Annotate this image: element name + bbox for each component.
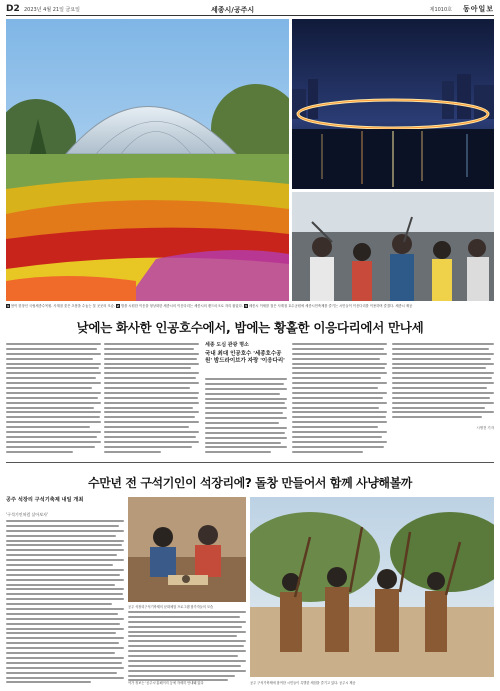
photo-night-bridge [292, 19, 494, 189]
article1-byline: 시명전 기자 [476, 426, 494, 430]
article2-subtitle [6, 497, 124, 504]
article2-col2 [128, 611, 246, 684]
article1-col5 [392, 343, 494, 421]
section-title: 세종시/공주시 [211, 6, 255, 14]
issue-number: 제1010호 [429, 7, 452, 13]
caption-num-2: 2 [116, 304, 119, 308]
article1-headline: 낮에는 화사한 인공호수에서, 밤에는 황홀한 이응다리에서 만나세 [76, 320, 424, 335]
article2-footnote: 여가 정보는 '공주시'홈페이지 등에 자세히 안내돼 있다 [128, 681, 204, 685]
article2-caption-left: 공주 석장리구석기축제의 문화체험 프로그램 참가자들의 모습 [128, 605, 214, 609]
sidebar-box-subtitle: 국내 최대 인공호수 '세종호수공원' 밤드라이브가 자랑 '이응다리' [205, 351, 285, 364]
article2-lead: '구석기인처럼 살아보자' [6, 512, 49, 517]
caption-text-3: 세종시 이세를 접은 사계절 호수공원에 세종시민축제를 즐기는 시민들이 이응다리를 이용하며 즐겼다. [248, 304, 395, 308]
article1-col3 [205, 378, 287, 456]
caption-num-1: 1 [6, 304, 10, 308]
issue-date: 2023년 4월 21일 금요일 [24, 7, 81, 13]
page-number: D2 [6, 4, 20, 14]
caption-text-2: 밤을 시원한 이응을 형상화한 세종시의 이응다리는 세종시의 랜드마크로 자리 잡았다. [120, 304, 243, 308]
article1-col4 [292, 343, 387, 455]
photo-caption [6, 304, 496, 308]
sidebar-box-title: 세종 도심 관광 명소 [205, 342, 249, 348]
article2-col1 [6, 512, 124, 686]
photo-festival-crowd [292, 192, 494, 301]
article2-headline: 수만년 전 구석기인이 석장리에? 돌창 만들어서 함께 사냥해볼까 [88, 476, 412, 490]
section-divider [6, 462, 494, 463]
photo-prehistoric-costume [250, 497, 494, 677]
masthead-logo: 동아일보 [462, 4, 494, 13]
article1-col1 [6, 343, 101, 455]
page-header [6, 4, 494, 16]
photo-craft-activity [128, 497, 246, 602]
photo-flower-garden [6, 19, 289, 301]
article2-subtitle-main: 공주 석장리 구석기축제 내일 개최 [6, 497, 84, 503]
caption-text-1: 봄이 한창인 국립세종수목원. 사계절 꽃은 초봄을 수놓는 꽃 곳곳의 모습. [11, 304, 115, 308]
caption-credit: 세종시 제공 [395, 304, 413, 308]
article1-col2 [104, 343, 199, 455]
caption-num-3: 3 [244, 304, 248, 308]
article2-caption-right: 공주 구석기축제에 참여한 시민들이 특별한 체험을 즐기고 있다. 공주시 제공 [250, 681, 356, 685]
